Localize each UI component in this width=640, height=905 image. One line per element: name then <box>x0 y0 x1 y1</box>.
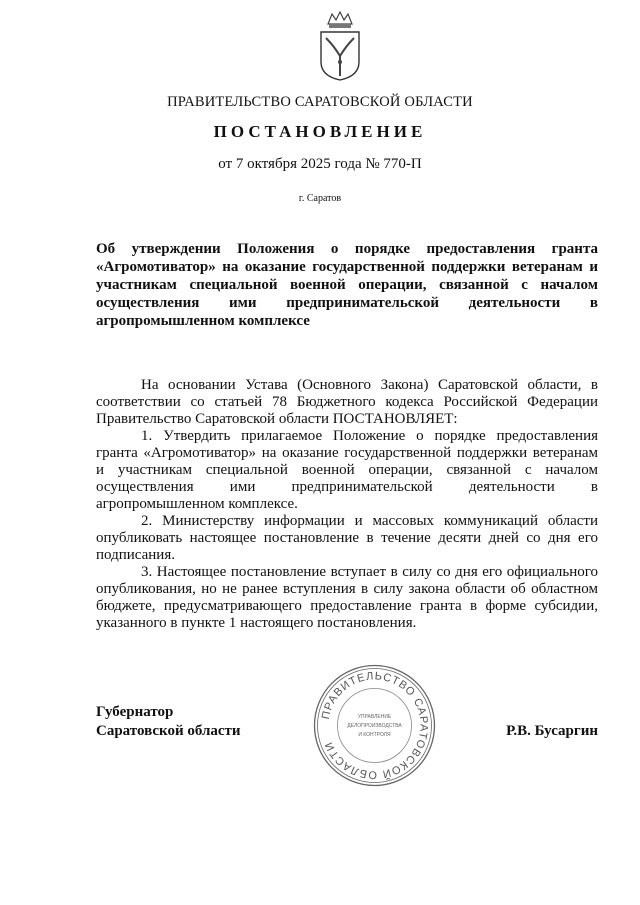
preamble: На основании Устава (Основного Закона) Саратовской области, в соответствии со статьей 78 Бюджетного кодекса Российской Федерации Правительство Саратовской области ПОСТАНОВЛЯЕТ: <box>96 377 598 427</box>
stamp-outer-text: ПРАВИТЕЛЬСТВО САРАТОВСКОЙ ОБЛАСТИ <box>319 670 430 781</box>
item-1: 1. Утвердить прилагаемое Положение о порядке предоставления гранта «Агромотиватор» на оказание государственной поддержки ветеранам и участникам специальной военной операции, связанной с началом осуществления ими предпринимательской деятельности в агропромышленном комплексе. <box>96 428 598 512</box>
official-stamp <box>312 663 437 788</box>
position-line-2: Саратовской области <box>96 723 241 739</box>
date-number: от 7 октября 2025 года № 770-П <box>218 156 422 172</box>
government-name: ПРАВИТЕЛЬСТВО САРАТОВСКОЙ ОБЛАСТИ <box>167 94 473 110</box>
city: г. Саратов <box>298 193 342 204</box>
position-line-1: Губернатор <box>96 704 174 720</box>
stamp-inner-2: ДЕЛОПРОИЗВОДСТВА <box>347 723 402 729</box>
item-2: 2. Министерству информации и массовых коммуникаций области опубликовать настоящее постановление в течение десяти дней со дня его подписания. <box>96 513 598 563</box>
signatory-name: Р.В. Бусаргин <box>506 723 598 739</box>
coat-of-arms-icon <box>316 10 364 82</box>
document-title: Об утверждении Положения о порядке предоставления гранта «Агромотиватор» на оказание государственной поддержки ветеранам и участникам специальной военной операции, связанной с началом осуществления ими предпринимательской деятельности в агропромышленном комплексе <box>96 241 598 329</box>
signatory-position <box>96 703 241 741</box>
document-type: ПОСТАНОВЛЕНИЕ <box>213 122 427 141</box>
stamp-inner-1: УПРАВЛЕНИЕ <box>357 714 392 720</box>
stamp-inner-3: И КОНТРОЛЯ <box>358 732 391 738</box>
document-body <box>96 377 598 632</box>
item-3: 3. Настоящее постановление вступает в силу со дня его официального опубликования, но не ранее вступления в силу закона области об областном бюджете, предусматривающего предоставление гранта в форме субсидии, указанного в пункте 1 настоящего постановления. <box>96 564 598 631</box>
